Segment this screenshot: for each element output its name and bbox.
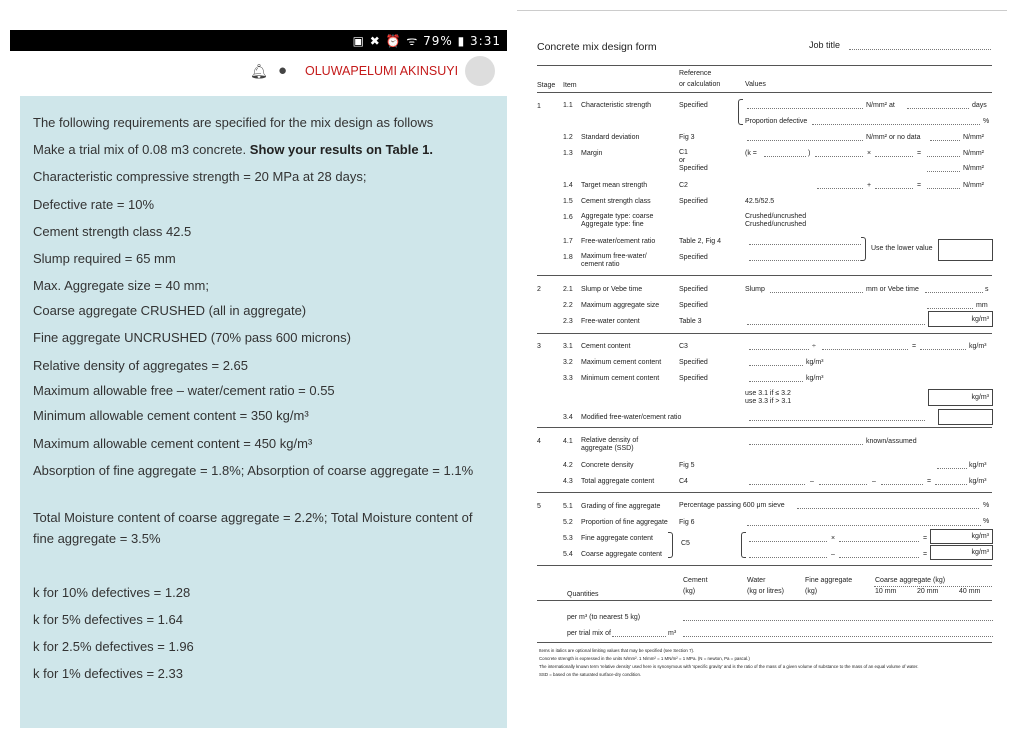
formula-part: =	[917, 182, 922, 189]
question-line: Fine aggregate UNCRUSHED (70% pass 600 microns)	[33, 330, 351, 345]
input-field[interactable]	[927, 188, 960, 189]
input-field[interactable]	[749, 557, 827, 558]
unit-label: N/mm²	[963, 150, 984, 157]
item-number: 3.3	[563, 375, 573, 382]
item-number: 3.2	[563, 359, 573, 366]
formula-part: =	[923, 535, 928, 542]
item-number: 1.5	[563, 198, 573, 205]
value-label: Proportion defective	[745, 118, 808, 125]
input-field[interactable]	[749, 244, 861, 245]
formula-part: ×	[831, 535, 836, 542]
result-box[interactable]	[938, 239, 993, 261]
rule	[537, 600, 992, 601]
col-header: (kg)	[683, 588, 696, 595]
unit-label: kg/m³	[969, 462, 987, 469]
footnote: Items in italics are optional limiting values that may be specified (see Section 7).	[539, 648, 695, 653]
value-text: known/assumed	[866, 438, 917, 445]
question-line: Total Moisture content of coarse aggregate = 2.2%; Total Moisture content of fine aggregate = 3.5%	[33, 510, 473, 546]
item-number: 4.2	[563, 462, 573, 469]
input-field[interactable]	[749, 365, 803, 366]
question-line: Cement strength class 42.5	[33, 224, 192, 239]
input-field[interactable]	[747, 525, 981, 526]
stage-number: 5	[537, 503, 541, 510]
item-number: 1.2	[563, 134, 573, 141]
formula-part: –	[831, 551, 835, 558]
unit-label: kg/m³	[971, 394, 989, 401]
unit-label: N/mm² or no data	[866, 134, 921, 141]
item-number: 5.1	[563, 503, 573, 510]
question-line: Slump required = 65 mm	[33, 251, 176, 266]
input-field[interactable]	[749, 381, 803, 382]
unit-label: kg/m³	[971, 533, 989, 540]
item-ref: Specified	[679, 375, 708, 382]
bracket	[738, 99, 743, 125]
bell-icon[interactable]: 🔔︎	[250, 63, 268, 79]
header-divider	[874, 586, 992, 587]
question-line	[33, 142, 433, 157]
question-line: Characteristic compressive strength = 20 MPa at 28 days;	[33, 169, 367, 184]
rule	[537, 565, 992, 566]
rule	[537, 333, 992, 334]
col-header-stage: Stage	[537, 82, 556, 89]
item-number: 1.6	[563, 214, 573, 221]
item-label: Target mean strength	[581, 182, 648, 189]
item-label: Maximum cement content	[581, 359, 662, 366]
question-line: Relative density of aggregates = 2.65	[33, 358, 249, 373]
item-number: 1.1	[563, 102, 573, 109]
rule	[537, 92, 992, 93]
question-line: k for 2.5% defectives = 1.96	[33, 639, 194, 654]
input-field[interactable]	[749, 484, 805, 485]
input-field[interactable]	[817, 188, 863, 189]
bracket	[741, 532, 746, 558]
input-field[interactable]	[747, 140, 863, 141]
question-line: Minimum allowable cement content = 350 kg/m³	[33, 408, 309, 423]
col-header-ref: or calculation	[679, 81, 721, 88]
value-text: 42.5/52.5	[745, 198, 775, 205]
unit-label: N/mm²	[963, 134, 984, 141]
formula-part: ÷	[812, 343, 816, 350]
input-field[interactable]	[612, 636, 666, 637]
question-line: Defective rate = 10%	[33, 197, 155, 212]
item-label: Free-water/cement ratio	[581, 238, 656, 245]
col-header: Coarse aggregate (kg)	[875, 577, 946, 584]
input-field[interactable]	[930, 140, 960, 141]
item-label: cement ratio	[581, 261, 620, 268]
rule	[537, 492, 992, 493]
input-field[interactable]	[935, 484, 967, 485]
item-number: 4.1	[563, 438, 573, 445]
item-number: 1.3	[563, 150, 573, 157]
input-field[interactable]	[927, 171, 960, 172]
note-text: use 3.3 if > 3.1	[745, 398, 792, 405]
value-text: Crushed/uncrushed	[745, 221, 807, 228]
input-field[interactable]	[747, 108, 863, 109]
question-line: Maximum allowable free – water/cement ratio = 0.55	[33, 383, 335, 398]
input-field[interactable]	[819, 484, 867, 485]
input-field[interactable]	[927, 156, 960, 157]
col-header: (kg or litres)	[747, 588, 784, 595]
input-field[interactable]	[812, 124, 980, 125]
input-field[interactable]	[747, 324, 925, 325]
item-number: 2.2	[563, 302, 573, 309]
result-box[interactable]	[938, 409, 993, 425]
input-field[interactable]	[875, 188, 913, 189]
input-field[interactable]	[749, 260, 861, 261]
item-label: Fine aggregate content	[581, 535, 653, 542]
input-field[interactable]	[770, 292, 863, 293]
unit-label: m³	[668, 630, 677, 637]
item-ref: Specified	[679, 165, 708, 172]
input-field[interactable]	[875, 156, 913, 157]
question-line: Coarse aggregate CRUSHED (all in aggregate)	[33, 303, 307, 318]
unit-label: kg/m³	[969, 478, 987, 485]
item-number: 3.4	[563, 414, 573, 421]
item-number: 5.4	[563, 551, 573, 558]
item-label: Free-water content	[581, 318, 640, 325]
item-number: 1.4	[563, 182, 573, 189]
item-ref: Specified	[679, 102, 708, 109]
item-label: Modified free-water/cement ratio	[581, 414, 682, 421]
col-header-ref: Reference	[679, 70, 712, 77]
question-emphasis: Show your results on Table 1.	[249, 142, 434, 157]
unit-label: %	[983, 502, 990, 509]
item-ref: Fig 6	[679, 519, 695, 526]
footnote: SSD = based on the saturated surface-dry condition.	[539, 672, 642, 677]
input-field[interactable]	[925, 292, 983, 293]
col-header: Cement	[683, 577, 708, 584]
item-ref: Specified	[679, 359, 708, 366]
item-ref: or	[679, 157, 686, 164]
unit-label: days	[972, 102, 987, 109]
formula-part: +	[867, 182, 872, 189]
unit-label: s	[985, 286, 989, 293]
item-ref: C4	[679, 478, 688, 485]
job-title-field[interactable]	[849, 49, 991, 50]
formula-part: ×	[867, 150, 872, 157]
col-header: 20 mm	[917, 588, 939, 595]
job-title-label: Job title	[809, 40, 841, 50]
item-label: aggregate (SSD)	[581, 445, 634, 452]
item-number: 2.3	[563, 318, 573, 325]
status-bar	[10, 30, 507, 51]
rule	[537, 427, 992, 428]
input-field[interactable]	[937, 468, 967, 469]
footnote: Concrete strength is expressed in the units N/mm². 1 N/mm² = 1 MN/m² = 1 MPa. (N = newton, Pa = pascal.)	[539, 656, 750, 661]
unit-label: kg/m³	[806, 359, 824, 366]
item-label: Margin	[581, 150, 603, 157]
formula-part: (k =	[745, 150, 757, 157]
col-header: Quantities	[567, 591, 599, 598]
input-field[interactable]	[764, 156, 806, 157]
unit-label: %	[983, 118, 990, 125]
input-field[interactable]	[797, 508, 979, 509]
item-ref: Table 2, Fig 4	[679, 238, 722, 245]
question-line: k for 1% defectives = 2.33	[33, 666, 183, 681]
item-number: 1.7	[563, 238, 573, 245]
stage-number: 3	[537, 343, 541, 350]
col-header: 40 mm	[959, 588, 981, 595]
unit-label: N/mm²	[963, 182, 984, 189]
item-number: 5.2	[563, 519, 573, 526]
formula-part: =	[912, 343, 917, 350]
col-header-item: Item	[563, 82, 577, 89]
item-label: Cement strength class	[581, 198, 651, 205]
note-text: Use the lower value	[871, 245, 933, 252]
rule	[537, 275, 992, 276]
rule	[537, 65, 992, 66]
item-ref: Fig 3	[679, 134, 695, 141]
formula-part: )	[808, 150, 811, 157]
item-number: 3.1	[563, 343, 573, 350]
chat-bubble-icon[interactable]: ●	[278, 62, 288, 79]
item-ref: Specified	[679, 286, 708, 293]
formula-part: =	[917, 150, 922, 157]
stage-number: 1	[537, 103, 541, 110]
item-label: Aggregate type: fine	[581, 221, 644, 228]
value-text: Crushed/uncrushed	[745, 213, 807, 220]
stage-number: 4	[537, 438, 541, 445]
input-field[interactable]	[839, 557, 919, 558]
item-ref: Specified	[679, 198, 708, 205]
value-label: Slump	[745, 286, 765, 293]
item-ref: Specified	[679, 254, 708, 261]
input-field[interactable]	[749, 349, 809, 350]
row-label: per trial mix of	[567, 630, 611, 637]
col-header: 10 mm	[875, 588, 897, 595]
question-panel	[20, 96, 507, 728]
question-line: Absorption of fine aggregate = 1.8%; Absorption of coarse aggregate = 1.1%	[33, 463, 474, 478]
unit-label: mm	[976, 302, 988, 309]
input-field[interactable]	[839, 541, 919, 542]
input-field[interactable]	[822, 349, 908, 350]
item-label: Cement content	[581, 343, 631, 350]
input-field[interactable]	[927, 308, 973, 309]
row-label: per m³ (to nearest 5 kg)	[567, 614, 641, 621]
input-field[interactable]	[683, 636, 993, 637]
input-field[interactable]	[815, 156, 863, 157]
unit-label: N/mm² at	[866, 102, 895, 109]
item-label: Proportion of fine aggregate	[581, 519, 668, 526]
item-label: Total aggregate content	[581, 478, 655, 485]
input-field[interactable]	[683, 620, 993, 621]
formula-part: =	[927, 478, 932, 485]
input-field[interactable]	[920, 349, 966, 350]
stage-number: 2	[537, 286, 541, 293]
input-field[interactable]	[881, 484, 923, 485]
item-label: Standard deviation	[581, 134, 640, 141]
item-ref: C1	[679, 149, 688, 156]
footnote: The internationally known term 'relative density' used here is synonymous with 'specific gravity' and is the ratio of the mass of a given volume of substance to the mass of an equal volume of water.	[539, 664, 919, 669]
col-header: Water	[747, 577, 766, 584]
formula-part: –	[810, 478, 814, 485]
item-ref: C3	[679, 343, 688, 350]
bracket	[861, 237, 866, 261]
item-label: Maximum free-water/	[581, 253, 647, 260]
bracket	[668, 532, 673, 558]
avatar[interactable]	[465, 56, 495, 86]
note-text: use 3.1 if ≤ 3.2	[745, 390, 791, 397]
item-label: Characteristic strength	[581, 102, 652, 109]
item-label: Maximum aggregate size	[581, 302, 660, 309]
top-rule	[517, 10, 1007, 11]
input-field[interactable]	[749, 444, 863, 445]
item-ref: C5	[681, 540, 690, 547]
item-label: Concrete density	[581, 462, 634, 469]
formula-part: –	[872, 478, 876, 485]
user-name[interactable]: OLUWAPELUMI AKINSUYI	[305, 64, 459, 78]
item-ref: Fig 5	[679, 462, 695, 469]
unit-label: kg/m³	[971, 316, 989, 323]
item-label: Coarse aggregate content	[581, 551, 662, 558]
item-label: Minimum cement content	[581, 375, 660, 382]
form-title: Concrete mix design form	[537, 41, 657, 53]
question-line: The following requirements are specified for the mix design as follows	[33, 115, 434, 130]
mix-design-form	[517, 8, 1007, 698]
question-line: Maximum allowable cement content = 450 kg/m³	[33, 436, 313, 451]
unit-label: %	[983, 518, 990, 525]
item-number: 5.3	[563, 535, 573, 542]
status-icons: ▣ ✖ ⏰ ᯤ 79% ▮ 3:31	[352, 34, 501, 48]
item-number: 4.3	[563, 478, 573, 485]
col-header-values: Values	[745, 81, 766, 88]
item-label: Aggregate type: coarse	[581, 213, 654, 220]
item-ref: Specified	[679, 302, 708, 309]
result-box[interactable]	[928, 389, 993, 406]
item-label: Relative density of	[581, 437, 639, 444]
item-ref: C2	[679, 182, 688, 189]
input-field[interactable]	[749, 420, 925, 421]
user-header	[10, 51, 507, 91]
col-header: Fine aggregate	[805, 577, 853, 584]
unit-label: kg/m³	[969, 343, 987, 350]
unit-label: kg/m³	[971, 549, 989, 556]
col-header: (kg)	[805, 588, 818, 595]
question-line: k for 5% defectives = 1.64	[33, 612, 183, 627]
input-field[interactable]	[749, 541, 827, 542]
unit-label: N/mm²	[963, 165, 984, 172]
rule	[537, 642, 992, 643]
question-line: k for 10% defectives = 1.28	[33, 585, 191, 600]
question-line: Max. Aggregate size = 40 mm;	[33, 278, 209, 293]
result-box[interactable]	[930, 545, 993, 560]
formula-part: =	[923, 551, 928, 558]
item-ref: Percentage passing 600 μm sieve	[679, 502, 785, 509]
input-field[interactable]	[907, 108, 969, 109]
unit-label: mm or Vebe time	[866, 286, 919, 293]
item-label: Grading of fine aggregate	[581, 503, 661, 510]
item-ref: Table 3	[679, 318, 702, 325]
item-number: 2.1	[563, 286, 573, 293]
item-label: Slump or Vebe time	[581, 286, 643, 293]
question-text: Make a trial mix of 0.08 m3 concrete.	[33, 142, 247, 157]
unit-label: kg/m³	[806, 375, 824, 382]
result-box[interactable]	[930, 529, 993, 544]
result-box[interactable]	[928, 311, 993, 327]
item-number: 1.8	[563, 254, 573, 261]
